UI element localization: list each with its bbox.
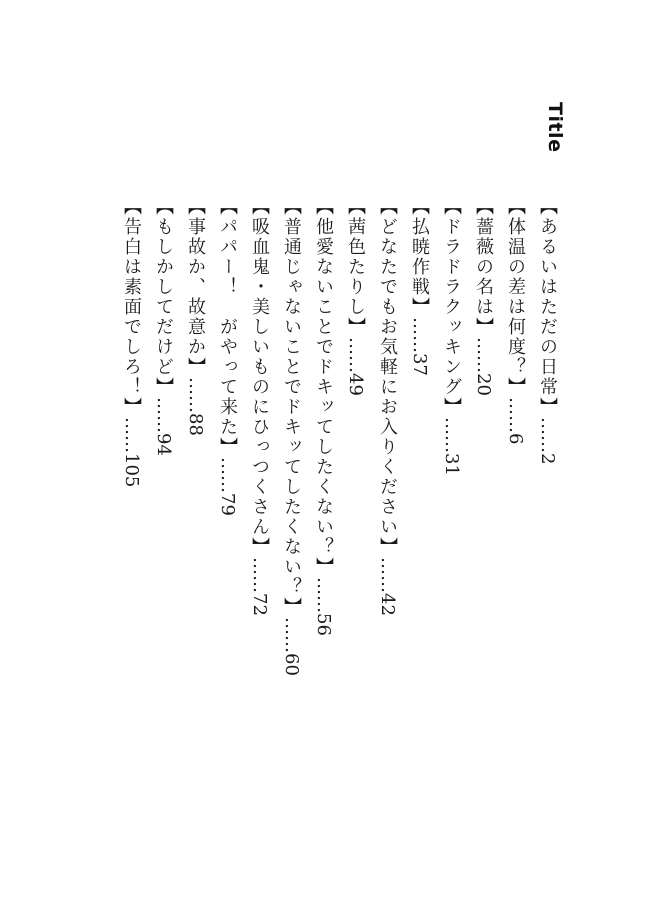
toc-entry-leader: ……	[505, 397, 526, 433]
toc-entry-page: 2	[537, 453, 558, 465]
toc-entry-page: 37	[409, 353, 430, 376]
toc-entry-label: 【普通じゃないことでドキッてしたくない？】	[281, 197, 302, 617]
toc-entry-label: 【他愛ないことでドキッてしたくない？】	[313, 197, 334, 577]
toc-entry-label: 【告白は素面でしろ！】	[121, 197, 142, 417]
toc-entry-label: 【事故か、故意か】	[185, 197, 206, 377]
toc-entry-leader: ……	[441, 417, 462, 453]
toc-entry	[310, 197, 336, 717]
toc-entry-page: 79	[217, 493, 238, 516]
toc-entry	[182, 197, 208, 717]
toc-entry-label: 【吸血鬼・美しいものにひっつくさん】	[249, 197, 270, 557]
toc-entry	[246, 197, 272, 717]
toc-entry	[406, 197, 432, 717]
toc-entry-label: 【どなたでもお気軽にお入りください】	[377, 197, 398, 557]
toc-entry-label: 【あるいはただの日常】	[537, 197, 558, 417]
toc-entry-page: 60	[281, 653, 302, 676]
toc-entry-label: 【ドラドラクッキング】	[441, 197, 462, 417]
toc-entry-page: 94	[153, 433, 174, 456]
toc-entry-page: 42	[377, 593, 398, 616]
toc-entry	[278, 197, 304, 717]
toc-entry-label: 【パパー！ がやって来た】	[217, 197, 238, 457]
toc-entry	[214, 197, 240, 717]
toc-entry-leader: ……	[281, 617, 302, 653]
toc-entry-leader: ……	[185, 377, 206, 413]
toc-entry	[342, 197, 368, 717]
toc-entry	[118, 197, 144, 717]
toc-entry-leader: ……	[121, 417, 142, 453]
table-of-contents	[100, 197, 560, 717]
toc-entry-label: 【もしかしてだけど】	[153, 197, 174, 397]
toc-entry-page: 20	[473, 373, 494, 396]
toc-entry-page: 31	[441, 453, 462, 476]
toc-entry-leader: ……	[409, 317, 430, 353]
toc-entry-page: 56	[313, 613, 334, 636]
toc-entry-leader: ……	[153, 397, 174, 433]
toc-entry-page: 49	[345, 373, 366, 396]
toc-entry-label: 【薔薇の名は】	[473, 197, 494, 337]
toc-entry-leader: ……	[345, 337, 366, 373]
toc-entry-leader: ……	[249, 557, 270, 593]
toc-entry-leader: ……	[473, 337, 494, 373]
toc-entry-page: 72	[249, 593, 270, 616]
toc-entry	[150, 197, 176, 717]
page-title: Title	[544, 102, 566, 153]
toc-entry-page: 88	[185, 413, 206, 436]
toc-entry-label: 【茜色たりし】	[345, 197, 366, 337]
toc-entry-page: 6	[505, 433, 526, 445]
toc-entry-leader: ……	[217, 457, 238, 493]
toc-entry-leader: ……	[313, 577, 334, 613]
toc-entry-leader: ……	[537, 417, 558, 453]
toc-entry	[470, 197, 496, 717]
toc-entry-label: 【払暁作戦】	[409, 197, 430, 317]
toc-entry	[438, 197, 464, 717]
toc-entry-page: 105	[121, 453, 142, 488]
toc-entry	[502, 197, 528, 717]
toc-entry	[534, 197, 560, 717]
toc-entry-leader: ……	[377, 557, 398, 593]
toc-entry	[374, 197, 400, 717]
toc-entry-label: 【体温の差は何度？】	[505, 197, 526, 397]
